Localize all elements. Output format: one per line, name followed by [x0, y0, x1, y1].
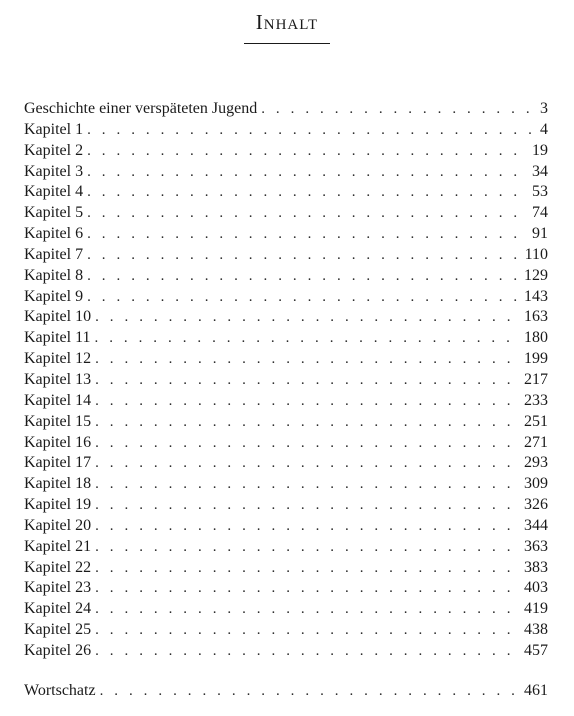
toc-entry[interactable]	[24, 182, 548, 203]
toc-entry[interactable]	[24, 453, 548, 474]
dot-leader	[87, 182, 528, 203]
toc-entry-page: 163	[524, 308, 548, 326]
toc-entry[interactable]	[24, 620, 548, 641]
toc-entry[interactable]	[24, 370, 548, 391]
toc-entry-page: 110	[524, 245, 548, 263]
toc-entry-page: 3	[540, 100, 548, 117]
toc-entry-label: Kapitel 1	[24, 120, 84, 138]
toc-entry-page: 383	[524, 558, 548, 576]
dot-leader	[87, 287, 520, 308]
toc-entry-label: Kapitel 7	[24, 245, 84, 263]
toc-entry-page: 91	[532, 225, 548, 243]
toc-entry-label: Kapitel 14	[24, 391, 92, 409]
dot-leader	[95, 453, 520, 474]
toc-entry-page: 217	[524, 370, 548, 388]
toc-entry-label: Kapitel 25	[24, 621, 92, 639]
dot-leader	[95, 370, 520, 391]
table-of-contents	[24, 99, 548, 662]
toc-entry-page: 74	[532, 204, 548, 222]
dot-leader	[87, 224, 528, 245]
toc-entry-label: Kapitel 20	[24, 516, 92, 534]
toc-entry-label: Kapitel 8	[24, 266, 84, 284]
dot-leader	[87, 203, 528, 224]
toc-entry-label: Wortschatz	[24, 682, 96, 699]
toc-entry-label: Kapitel 18	[24, 475, 92, 493]
toc-entry[interactable]	[24, 120, 548, 141]
toc-entry-page: 363	[524, 537, 548, 555]
page-header	[0, 10, 574, 44]
toc-entry-page: 129	[524, 266, 548, 284]
toc-entry[interactable]	[24, 391, 548, 412]
toc-entry-page: 53	[532, 183, 548, 201]
toc-entry-wortschatz[interactable]	[24, 681, 548, 702]
dot-leader	[95, 412, 520, 433]
toc-entry-label: Kapitel 12	[24, 350, 92, 368]
dot-leader	[87, 120, 536, 141]
title-underline	[244, 43, 330, 44]
toc-entry-label: Kapitel 22	[24, 558, 92, 576]
toc-entry[interactable]	[24, 266, 548, 287]
toc-entry-label: Kapitel 9	[24, 287, 84, 305]
toc-entry-page: 309	[524, 475, 548, 493]
page-title: Inhalt	[255, 10, 319, 34]
toc-entry-page: 344	[524, 516, 548, 534]
dot-leader	[95, 599, 520, 620]
dot-leader	[95, 495, 520, 516]
toc-entry-page: 199	[524, 350, 548, 368]
toc-entry[interactable]	[24, 599, 548, 620]
toc-entry-label: Kapitel 3	[24, 162, 84, 180]
toc-entry-label: Kapitel 5	[24, 204, 84, 222]
toc-entry-label: Kapitel 10	[24, 308, 92, 326]
toc-entry[interactable]	[24, 224, 548, 245]
dot-leader	[95, 307, 520, 328]
toc-entry-page: 457	[524, 641, 548, 659]
toc-entry-page: 461	[524, 682, 548, 699]
appendix-section	[24, 681, 548, 702]
toc-entry-page: 251	[524, 412, 548, 430]
toc-entry-page: 438	[524, 621, 548, 639]
dot-leader	[95, 349, 520, 370]
toc-entry[interactable]	[24, 537, 548, 558]
dot-leader	[87, 245, 521, 266]
dot-leader	[87, 266, 520, 287]
toc-entry[interactable]	[24, 307, 548, 328]
toc-entry[interactable]	[24, 349, 548, 370]
toc-entry-page: 233	[524, 391, 548, 409]
toc-entry-label: Kapitel 19	[24, 496, 92, 514]
toc-entry[interactable]	[24, 578, 548, 599]
toc-entry-page: 143	[524, 287, 548, 305]
dot-leader	[95, 620, 520, 641]
toc-entry-label: Kapitel 4	[24, 183, 84, 201]
toc-entry-label: Kapitel 21	[24, 537, 92, 555]
toc-entry-page: 326	[524, 496, 548, 514]
toc-entry[interactable]	[24, 641, 548, 662]
toc-entry-label: Kapitel 24	[24, 600, 92, 618]
dot-leader	[95, 433, 520, 454]
toc-entry-page: 34	[532, 162, 548, 180]
dot-leader	[100, 681, 520, 702]
toc-entry-label: Kapitel 16	[24, 433, 92, 451]
toc-entry-label: Kapitel 23	[24, 579, 92, 597]
toc-entry[interactable]	[24, 412, 548, 433]
toc-entry[interactable]	[24, 558, 548, 579]
toc-entry-label: Kapitel 13	[24, 370, 92, 388]
dot-leader	[95, 328, 521, 349]
toc-entry[interactable]	[24, 287, 548, 308]
toc-entry-label: Kapitel 2	[24, 141, 84, 159]
toc-entry-page: 419	[524, 600, 548, 618]
toc-entry-page: 403	[524, 579, 548, 597]
toc-entry[interactable]	[24, 99, 548, 120]
dot-leader	[95, 578, 520, 599]
toc-entry[interactable]	[24, 433, 548, 454]
toc-entry[interactable]	[24, 328, 548, 349]
dot-leader	[95, 474, 520, 495]
toc-entry-page: 4	[540, 120, 548, 138]
dot-leader	[95, 537, 520, 558]
toc-entry-label: Kapitel 15	[24, 412, 92, 430]
toc-entry[interactable]	[24, 516, 548, 537]
toc-entry[interactable]	[24, 495, 548, 516]
toc-entry[interactable]	[24, 141, 548, 162]
toc-entry[interactable]	[24, 162, 548, 183]
dot-leader	[95, 391, 520, 412]
dot-leader	[87, 162, 528, 183]
toc-entry-label: Kapitel 11	[24, 329, 91, 347]
toc-entry[interactable]	[24, 474, 548, 495]
toc-entry-page: 271	[524, 433, 548, 451]
dot-leader	[95, 641, 520, 662]
toc-entry[interactable]	[24, 245, 548, 266]
dot-leader	[87, 141, 528, 162]
dot-leader	[95, 516, 520, 537]
toc-entry-label: Kapitel 26	[24, 641, 92, 659]
dot-leader	[261, 99, 536, 120]
toc-entry-page: 293	[524, 454, 548, 472]
dot-leader	[95, 558, 520, 579]
toc-entry-label: Geschichte einer verspäteten Jugend	[24, 100, 258, 117]
toc-entry-label: Kapitel 17	[24, 454, 92, 472]
toc-entry-page: 180	[524, 329, 548, 347]
toc-entry-page: 19	[532, 141, 548, 159]
toc-entry-label: Kapitel 6	[24, 225, 84, 243]
toc-entry[interactable]	[24, 203, 548, 224]
